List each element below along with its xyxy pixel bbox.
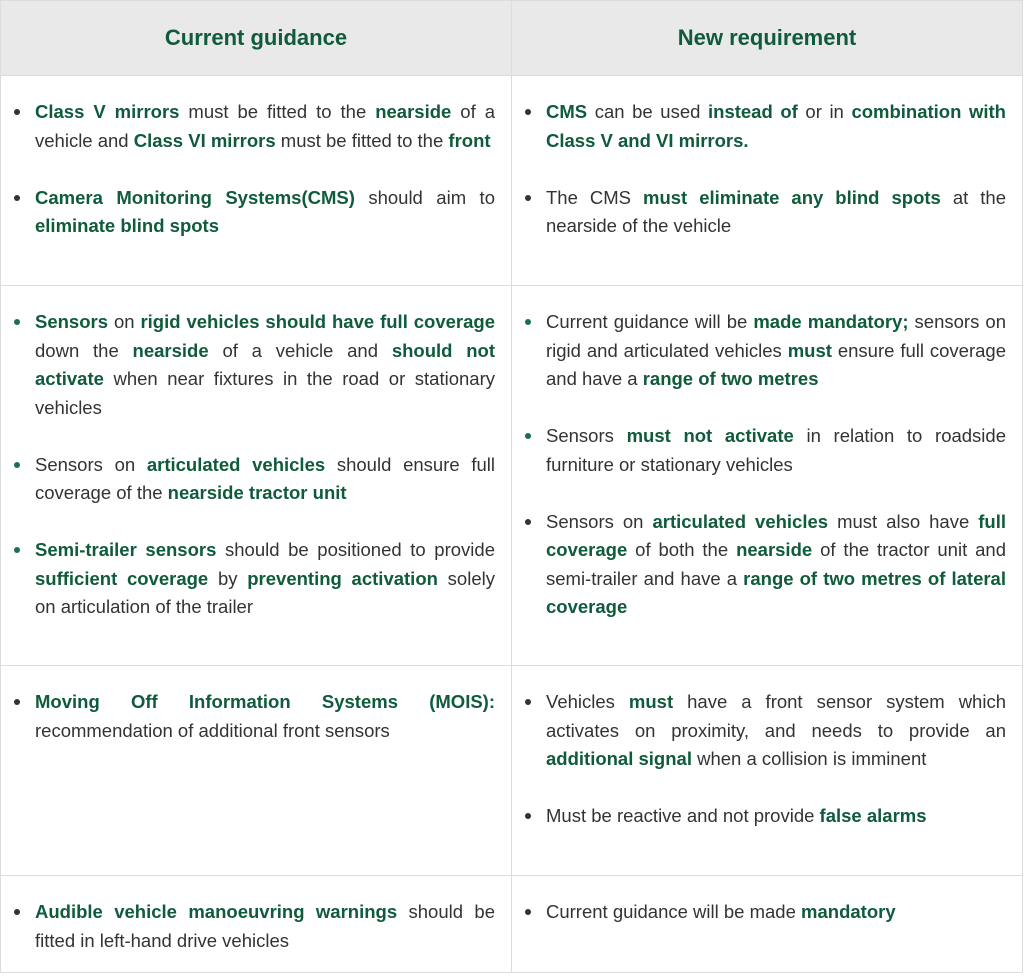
emphasis-text: sufficient coverage — [35, 567, 209, 589]
body-text: must also have — [828, 510, 979, 532]
emphasis-text: front — [448, 129, 491, 151]
table-row — [1, 876, 1023, 973]
list-item — [546, 508, 1006, 622]
bullet-icon — [14, 699, 20, 705]
body-text: Current guidance will be — [546, 311, 754, 332]
body-text: of the tractor unit and semi-trailer and have a — [546, 539, 1007, 589]
bullet-icon — [14, 195, 20, 201]
body-text: sensors on rigid and articulated vehicles — [546, 311, 1006, 361]
emphasis-text: preventing activation — [247, 567, 438, 589]
emphasis-text: should not activate — [35, 339, 495, 389]
emphasis-text: articulated vehicles — [146, 453, 326, 475]
body-text: of a vehicle and — [208, 339, 392, 361]
body-text: of a vehicle and — [35, 101, 495, 151]
bullet-icon — [525, 813, 531, 819]
bullet-icon — [525, 519, 531, 525]
header-new-requirement: New requirement — [512, 1, 1023, 76]
bullet-icon — [14, 462, 20, 468]
list-item — [35, 98, 495, 155]
body-text: Current guidance will be made — [546, 901, 802, 922]
bullet-icon — [525, 909, 531, 915]
body-text: should aim to — [354, 186, 495, 208]
list-item — [546, 688, 1006, 774]
body-text: recommendation of additional front sensors — [35, 719, 390, 741]
table-row — [1, 76, 1023, 286]
emphasis-text: CMS — [546, 101, 588, 122]
emphasis-text: Moving Off Information Systems (MOIS): — [35, 691, 495, 712]
body-text: or in — [797, 101, 852, 122]
list-item — [546, 422, 1006, 479]
body-text: Must be reactive and not provide — [546, 805, 820, 826]
list-item — [35, 184, 495, 241]
bullet-icon — [14, 547, 20, 553]
list-item — [35, 451, 495, 508]
bullet-icon — [525, 433, 531, 439]
emphasis-text: rigid vehicles should have full coverage — [140, 311, 496, 332]
emphasis-text: instead of — [708, 101, 798, 122]
emphasis-text: full coverage — [546, 510, 1006, 560]
body-text: down the — [35, 339, 133, 361]
list-item — [546, 898, 1006, 927]
body-text: of both the — [627, 539, 737, 560]
new-requirement-cell — [512, 286, 1023, 666]
bullet-list — [546, 98, 1006, 241]
bullet-list — [546, 688, 1006, 831]
header-row — [1, 1, 1023, 76]
body-text: by — [208, 567, 248, 589]
table-row — [1, 666, 1023, 876]
emphasis-text: made mandatory; — [753, 311, 909, 332]
emphasis-text: mandatory — [801, 901, 896, 922]
body-text: The CMS — [546, 186, 643, 208]
emphasis-text: additional signal — [546, 748, 692, 769]
bullet-icon — [525, 109, 531, 115]
list-item — [35, 898, 495, 955]
emphasis-text: must — [628, 691, 674, 712]
emphasis-text: false alarms — [819, 805, 927, 826]
emphasis-text: nearside — [132, 339, 209, 361]
body-text: when near fixtures in the road or stationary vehicles — [35, 368, 495, 418]
body-text: should be fitted in left-hand drive vehicles — [35, 901, 496, 951]
bullet-icon — [525, 699, 531, 705]
emphasis-text: Camera Monitoring Systems(CMS) — [35, 186, 355, 208]
new-requirement-cell — [512, 666, 1023, 876]
body-text: must be fitted to the — [179, 101, 376, 122]
bullet-list — [35, 308, 495, 622]
emphasis-text: nearside — [736, 539, 813, 560]
bullet-icon — [14, 109, 20, 115]
emphasis-text: combination with Class V and VI mirrors. — [546, 101, 1006, 151]
list-item — [546, 184, 1006, 241]
body-text: on — [108, 311, 141, 332]
bullet-list — [35, 98, 495, 241]
list-item — [35, 536, 495, 622]
bullet-icon — [525, 195, 531, 201]
body-text: at the nearside of the vehicle — [546, 186, 1006, 236]
emphasis-text: must eliminate any blind spots — [643, 186, 941, 208]
bullet-list — [35, 688, 495, 745]
emphasis-text: nearside — [375, 101, 452, 122]
emphasis-text: Sensors — [35, 311, 109, 332]
list-item — [35, 308, 495, 422]
table-body — [1, 76, 1023, 973]
body-text: ensure full coverage and have a — [546, 339, 1006, 389]
emphasis-text: Class V mirrors — [35, 101, 180, 122]
list-item — [546, 98, 1006, 155]
emphasis-text: Class VI mirrors — [133, 129, 276, 151]
list-item — [546, 802, 1006, 831]
body-text: Vehicles — [546, 691, 629, 712]
body-text: should ensure full coverage of the — [35, 453, 495, 503]
body-text: can be used — [587, 101, 708, 122]
body-text: should be positioned to provide — [216, 539, 495, 560]
body-text: have a front sensor system which activates on proximity, and needs to provide an — [546, 691, 1006, 741]
current-guidance-cell — [1, 666, 512, 876]
body-text: when a collision is imminent — [691, 748, 927, 769]
current-guidance-cell — [1, 876, 512, 973]
list-item — [35, 688, 495, 745]
emphasis-text: Audible vehicle manoeuvring warnings — [35, 901, 398, 922]
bullet-icon — [14, 909, 20, 915]
body-text: Sensors on — [35, 453, 147, 475]
bullet-icon — [14, 319, 20, 325]
emphasis-text: eliminate blind spots — [35, 215, 219, 236]
bullet-list — [546, 898, 1006, 927]
header-current-guidance: Current guidance — [1, 1, 512, 76]
emphasis-text: nearside tractor unit — [167, 482, 347, 503]
new-requirement-cell — [512, 76, 1023, 286]
emphasis-text: must not activate — [626, 425, 794, 446]
bullet-list — [35, 898, 495, 955]
new-requirement-cell — [512, 876, 1023, 973]
body-text: solely on articulation of the trailer — [35, 567, 495, 617]
current-guidance-cell — [1, 286, 512, 666]
emphasis-text: articulated vehicles — [652, 510, 829, 532]
table-row — [1, 286, 1023, 666]
list-item — [546, 308, 1006, 394]
emphasis-text: must — [787, 339, 832, 361]
current-guidance-cell — [1, 76, 512, 286]
bullet-icon — [525, 319, 531, 325]
emphasis-text: range of two metres of lateral coverage — [546, 567, 1006, 617]
emphasis-text: Semi-trailer sensors — [35, 539, 217, 560]
body-text: Sensors — [546, 425, 627, 446]
body-text: in relation to roadside furniture or stationary vehicles — [546, 425, 1006, 475]
body-text: Sensors on — [546, 510, 653, 532]
body-text: must be fitted to the — [275, 129, 449, 151]
bullet-list — [546, 308, 1006, 622]
emphasis-text: range of two metres — [642, 368, 819, 389]
